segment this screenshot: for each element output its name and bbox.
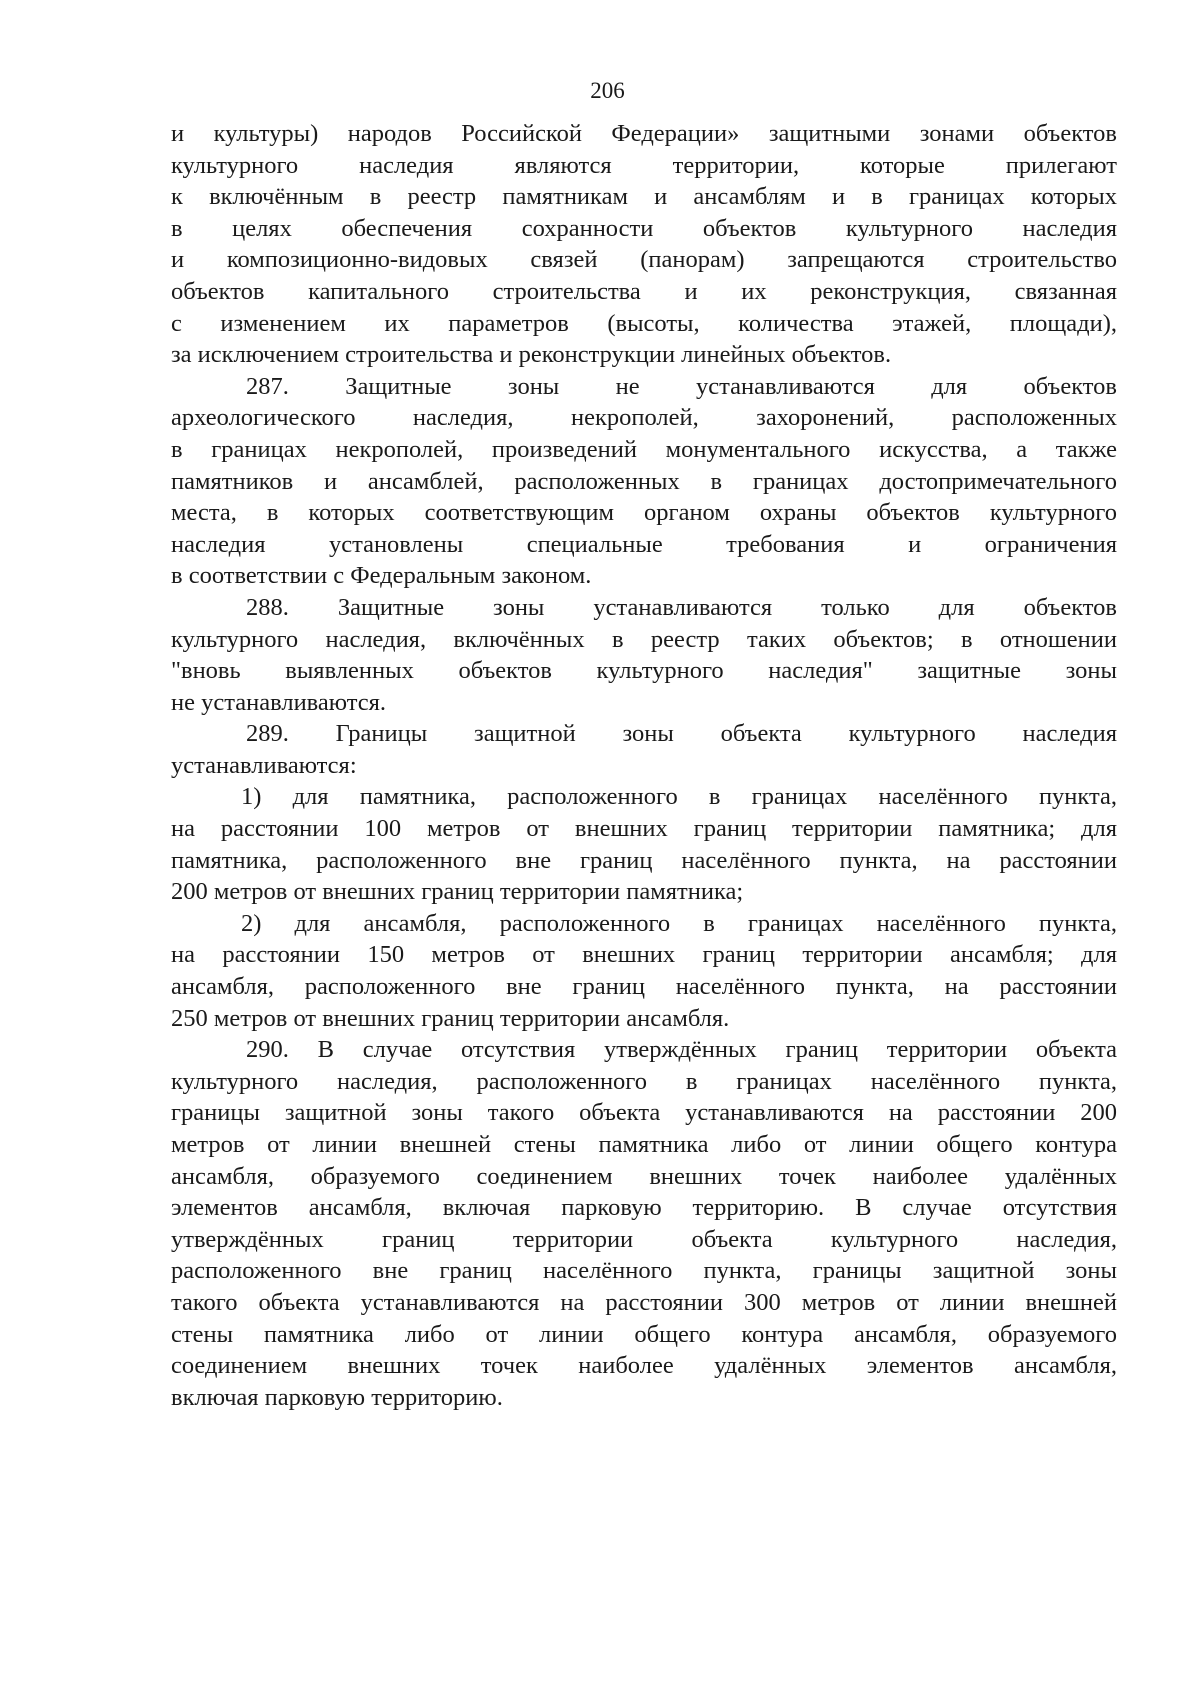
text-line: не устанавливаются. bbox=[171, 688, 387, 716]
text-line: стены памятника либо от линии общего контура ансамбля, образуемого bbox=[171, 1320, 1117, 1348]
document-body bbox=[171, 118, 1117, 1413]
text-line: 250 метров от внешних границ территории ансамбля. bbox=[171, 1004, 730, 1032]
text-line: 200 метров от внешних границ территории памятника; bbox=[171, 878, 744, 906]
text-line: и культуры) народов Российской Федерации» защитными зонами объектов bbox=[171, 120, 1117, 147]
text-line: и композиционно-видовых связей (панорам) запрещаются строительство bbox=[171, 246, 1117, 274]
text-line: культурного наследия являются территории, которые прилегают bbox=[171, 151, 1117, 179]
text-line: 288. Защитные зоны устанавливаются только для объектов bbox=[246, 593, 1117, 621]
text-line: места, в которых соответствующим органом охраны объектов культурного bbox=[171, 499, 1117, 527]
text-line: памятников и ансамблей, расположенных в границах достопримечательного bbox=[171, 467, 1117, 495]
list-item-289-2 bbox=[171, 908, 1117, 1034]
text-line: устанавливаются: bbox=[171, 751, 357, 779]
text-line: 287. Защитные зоны не устанавливаются для объектов bbox=[246, 372, 1117, 400]
text-line: 290. В случае отсутствия утверждённых границ территории объекта bbox=[246, 1036, 1117, 1064]
paragraph-287 bbox=[171, 371, 1117, 592]
text-line: границы защитной зоны такого объекта устанавливаются на расстоянии 200 bbox=[171, 1099, 1117, 1127]
text-line: 2) для ансамбля, расположенного в границах населённого пункта, bbox=[241, 909, 1117, 937]
text-line: за исключением строительства и реконструкции линейных объектов. bbox=[171, 341, 892, 369]
text-line: в границах некрополей, произведений монументального искусства, а также bbox=[171, 435, 1117, 463]
text-line: ансамбля, расположенного вне границ населённого пункта, на расстоянии bbox=[171, 973, 1117, 1001]
paragraph-289 bbox=[171, 718, 1117, 781]
text-line: на расстоянии 150 метров от внешних границ территории ансамбля; для bbox=[171, 941, 1117, 969]
text-line: памятника, расположенного вне границ населённого пункта, на расстоянии bbox=[171, 846, 1117, 874]
text-line: ансамбля, образуемого соединением внешних точек наиболее удалённых bbox=[171, 1162, 1117, 1190]
text-line: к включённым в реестр памятникам и ансамблям и в границах которых bbox=[171, 183, 1117, 211]
text-line: 289. Границы защитной зоны объекта культурного наследия bbox=[246, 720, 1117, 748]
text-line: в целях обеспечения сохранности объектов культурного наследия bbox=[171, 214, 1117, 242]
text-line: метров от линии внешней стены памятника либо от линии общего контура bbox=[171, 1131, 1117, 1158]
text-line: соединением внешних точек наиболее удалённых элементов ансамбля, bbox=[171, 1352, 1117, 1380]
text-line: наследия установлены специальные требования и ограничения bbox=[171, 530, 1117, 558]
text-line: с изменением их параметров (высоты, количества этажей, площади), bbox=[171, 309, 1117, 337]
text-line: "вновь выявленных объектов культурного наследия" защитные зоны bbox=[171, 657, 1117, 685]
paragraph-290 bbox=[171, 1034, 1117, 1413]
text-line: в соответствии с Федеральным законом. bbox=[171, 562, 592, 590]
text-line: такого объекта устанавливаются на расстоянии 300 метров от линии внешней bbox=[171, 1288, 1117, 1316]
text-line: 1) для памятника, расположенного в границах населённого пункта, bbox=[241, 783, 1117, 811]
text-line: археологического наследия, некрополей, захоронений, расположенных bbox=[171, 404, 1117, 432]
text-line: культурного наследия, расположенного в границах населённого пункта, bbox=[171, 1067, 1117, 1095]
text-line: элементов ансамбля, включая парковую территорию. В случае отсутствия bbox=[171, 1194, 1117, 1222]
text-line: включая парковую территорию. bbox=[171, 1383, 503, 1411]
page-number: 206 bbox=[590, 78, 625, 103]
paragraph-continuation bbox=[171, 118, 1117, 371]
text-line: на расстоянии 100 метров от внешних границ территории памятника; для bbox=[171, 815, 1117, 843]
text-line: расположенного вне границ населённого пункта, границы защитной зоны bbox=[171, 1257, 1117, 1285]
paragraph-288 bbox=[171, 592, 1117, 718]
text-line: утверждённых границ территории объекта культурного наследия, bbox=[171, 1225, 1117, 1253]
list-item-289-1 bbox=[171, 781, 1117, 907]
text-line: культурного наследия, включённых в реестр таких объектов; в отношении bbox=[171, 625, 1117, 653]
text-line: объектов капитального строительства и их реконструкция, связанная bbox=[171, 277, 1117, 305]
